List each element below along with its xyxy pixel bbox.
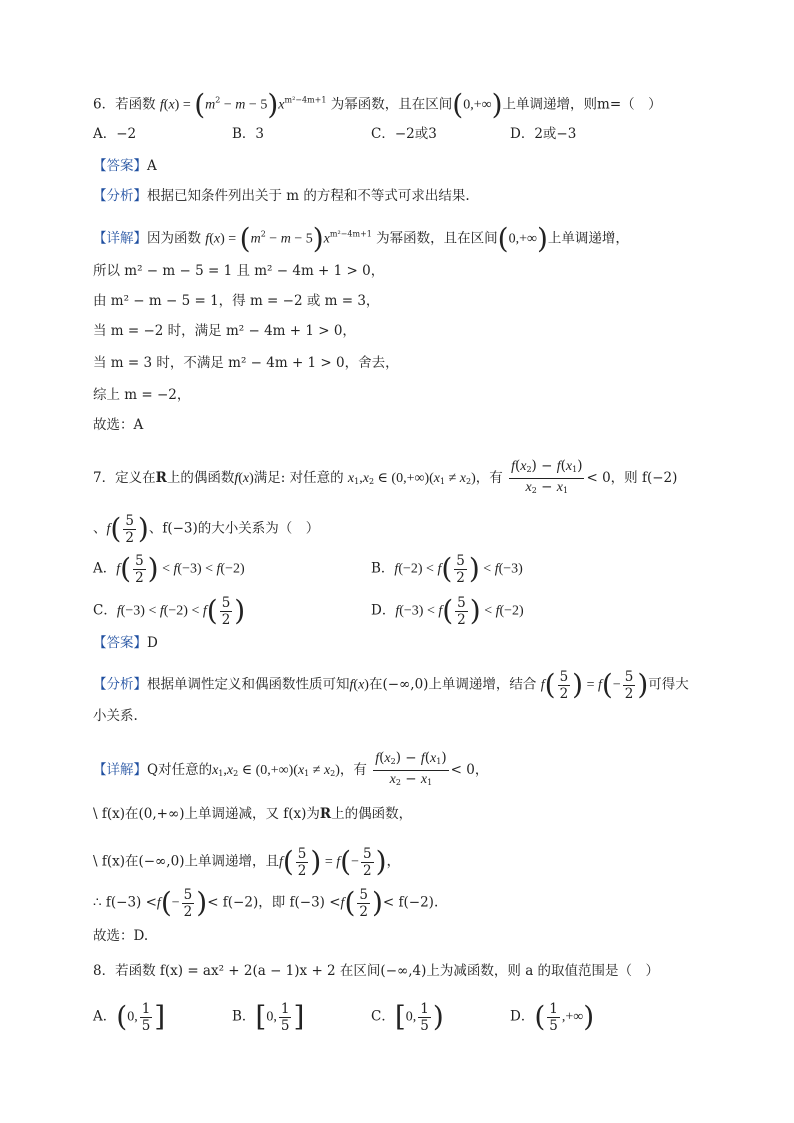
q7-detail-3: \ f(x)在(−∞,0)上单调递增，且f( $\frac{5}{2}$ ) = f(− $\frac{5}{2}$ )， [93, 845, 401, 879]
q7-detail-2: \ f(x)在(0,+∞)上单调递减，又 f(x)为R上的偶函数， [93, 806, 413, 822]
q6-detail-1: 【详解】因为函数 $f(x) = (m^2 - m - 5)x^{m^2-4m+1}$ 为幂函数，且在区间(0,+∞)上单调递增， [93, 222, 629, 255]
q7-option-d: D．f(−3) < f( $\frac{5}{2}$ ) < f(−2) [371, 594, 524, 628]
q6-detail-7: 故选：A [93, 417, 144, 433]
q6-detail-6: 综上 m = −2， [93, 387, 191, 403]
q8-option-d: D．( $\frac{1}{5}$ ,+∞) [510, 1000, 595, 1034]
q6-option-c: C．−2或3 [371, 126, 437, 142]
q7-option-c: C．f(−3) < f(−2) < f( $\frac{5}{2}$ ) [93, 594, 246, 628]
q7-answer: 【答案】D [93, 635, 158, 651]
q8-option-c: C．[0, $\frac{1}{5}$ ) [371, 1000, 444, 1034]
q7-detail-1: 【详解】Q对任意的$x_1,x_2$ ∈ $(0,+\infty)(x_1 \ne x_2)$，有 $\frac{f(x_2) - f(x_1)}{x_2 - x_1}$ < 0， [93, 750, 488, 791]
q6-answer: 【答案】A [93, 158, 157, 174]
q7-difference-quotient: $\frac{f(x_2) - f(x_1)}{x_2 - x_1}$ [509, 458, 584, 499]
q7-stem-line1: 7．定义在R上的偶函数f(x)满足: 对任意的 $x_1,x_2$ ∈ $(0,+\infty)(x_1 \ne x_2)$，有 $\frac{f(x_2) - f(x_1)}{x_2 - x_1}$ < 0，则 f(−2) [93, 458, 677, 499]
q6-detail-5: 当 m = 3 时，不满足 m² − 4m + 1 > 0，舍去， [93, 355, 399, 371]
q8-option-a: A．(0, $\frac{1}{5}$ ] [93, 1000, 166, 1034]
q7-option-b: B．f(−2) < f( $\frac{5}{2}$ ) < f(−3) [371, 552, 523, 586]
q7-detail-4: ∴ f(−3) <f(− $\frac{5}{2}$ )< f(−2)，即 f(−3) <f( $\frac{5}{2}$ )< f(−2). [93, 886, 439, 920]
q6-formula: f [159, 97, 164, 113]
q7-option-a: A．f( $\frac{5}{2}$ ) < f(−3) < f(−2) [93, 552, 245, 586]
q6-detail-3: 由 m² − m − 5 = 1，得 m = −2 或 m = 3， [93, 293, 380, 309]
q6-option-d: D．2或−3 [510, 126, 577, 142]
q6-detail-2: 所以 m² − m − 5 = 1 且 m² − 4m + 1 > 0， [93, 263, 385, 279]
q6-option-a: A．−2 [93, 126, 137, 142]
q6-option-b: B．3 [232, 126, 265, 142]
q7-detail-5: 故选：D. [93, 928, 149, 944]
q7-analysis: 【分析】根据单调性定义和偶函数性质可知f(x)在(−∞,0)上单调递增，结合 f( $\frac{5}{2}$ ) = f(− $\frac{5}{2}$ )可得大 [93, 668, 689, 702]
q6-detail-4: 当 m = −2 时，满足 m² − 4m + 1 > 0， [93, 323, 356, 339]
q8-stem: 8．若函数 f(x) = ax² + 2(a − 1)x + 2 在区间(−∞,4)上为减函数，则 a 的取值范围是（ ） [93, 963, 660, 979]
q6-stem: 6．若函数 $f(x) = (m^2 - m - 5)x^{m^2-4m+1}$ 为幂函数，且在区间(0,+∞)上单调递增，则m=（ ） [93, 88, 662, 121]
q7-analysis-line2: 小关系. [93, 708, 138, 724]
q6-analysis: 【分析】根据已知条件列出关于 m 的方程和不等式可求出结果. [93, 188, 470, 204]
q8-option-b: B．[0, $\frac{1}{5}$ ] [232, 1000, 305, 1034]
q7-stem-line2: 、f( $\frac{5}{2}$ )、f(−3)的大小关系为（ ） [93, 512, 320, 546]
